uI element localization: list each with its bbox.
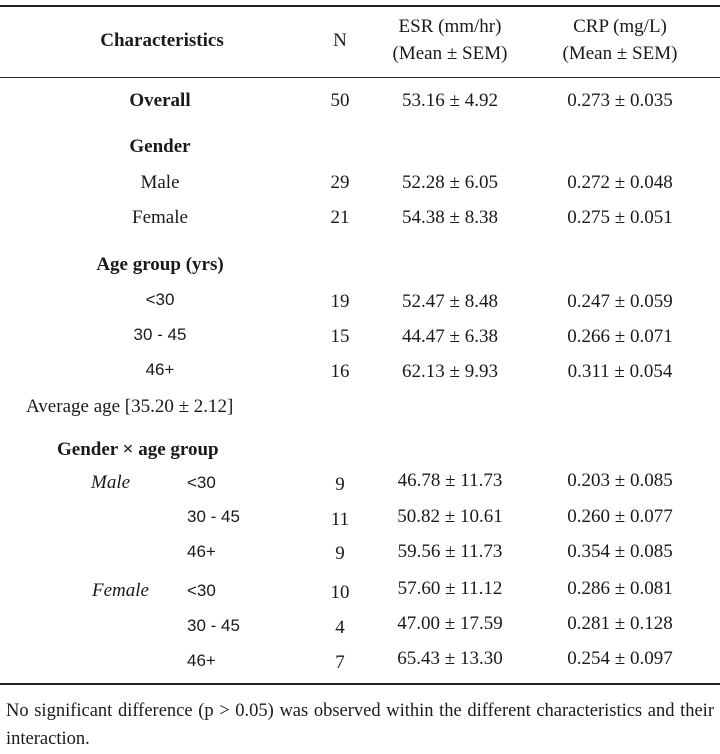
gender-heading: Gender [129, 136, 191, 157]
gender-row-esr: 54.38 ± 8.38 [402, 207, 498, 228]
age-group-heading: Age group (yrs) [96, 254, 224, 275]
header-crp-line2: (Mean ± SEM) [562, 43, 678, 64]
header-characteristics: Characteristics [100, 30, 224, 51]
overall-n: 50 [330, 90, 350, 111]
header-esr-line2: (Mean ± SEM) [392, 43, 508, 64]
gender-age-row-label: 30 - 45 [187, 507, 240, 526]
gender-row-label: Female [132, 207, 188, 228]
age-row-esr: 44.47 ± 6.38 [402, 326, 498, 347]
gender-age-row-crp: 0.281 ± 0.128 [567, 613, 673, 634]
gender-row-esr: 52.28 ± 6.05 [402, 172, 498, 193]
age-row-crp: 0.266 ± 0.071 [567, 326, 673, 347]
overall-label: Overall [129, 90, 191, 111]
gender-age-row-esr: 59.56 ± 11.73 [397, 541, 503, 562]
top-rule [0, 5, 720, 7]
gender-age-row-label: 46+ [187, 542, 216, 561]
age-row-esr: 62.13 ± 9.93 [402, 361, 498, 382]
gender-age-row-crp: 0.203 ± 0.085 [567, 470, 673, 491]
age-row-crp: 0.247 ± 0.059 [567, 291, 673, 312]
gender-age-row-crp: 0.260 ± 0.077 [567, 506, 673, 527]
age-row-n: 19 [330, 291, 350, 312]
average-age: Average age [35.20 ± 2.12] [26, 396, 234, 417]
overall-crp: 0.273 ± 0.035 [567, 90, 673, 111]
female-label: Female [92, 580, 149, 601]
age-row-label: 46+ [145, 360, 175, 379]
gender-age-row-esr: 65.43 ± 13.30 [397, 648, 503, 669]
gender-age-row-crp: 0.286 ± 0.081 [567, 578, 673, 599]
gender-age-row-n: 11 [330, 509, 350, 530]
age-row-label: 30 - 45 [133, 325, 187, 344]
gender-age-row-crp: 0.354 ± 0.085 [567, 541, 673, 562]
gender-age-row-esr: 57.60 ± 11.12 [397, 578, 503, 599]
age-row-n: 15 [330, 326, 350, 347]
age-row-crp: 0.311 ± 0.054 [567, 361, 673, 382]
gender-age-row-label: 30 - 45 [187, 616, 240, 635]
gender-age-row-n: 9 [335, 474, 345, 495]
gender-row-n: 29 [330, 172, 350, 193]
gender-age-row-label: <30 [187, 473, 216, 492]
footnote: No significant difference (p > 0.05) was observed within the different characteristics and their interaction. [6, 701, 714, 749]
age-row-n: 16 [330, 361, 350, 382]
overall-esr: 53.16 ± 4.92 [402, 90, 498, 111]
bottom-rule [0, 683, 720, 685]
gender-age-row-label: <30 [187, 581, 216, 600]
gender-age-row-esr: 46.78 ± 11.73 [397, 470, 503, 491]
gender-age-row-esr: 47.00 ± 17.59 [397, 613, 503, 634]
gender-age-row-n: 9 [335, 543, 345, 564]
gender-age-row-n: 10 [330, 582, 350, 603]
header-crp-line1: CRP (mg/L) [573, 16, 667, 37]
gender-row-crp: 0.272 ± 0.048 [567, 172, 673, 193]
gender-age-row-esr: 50.82 ± 10.61 [397, 506, 503, 527]
age-row-esr: 52.47 ± 8.48 [402, 291, 498, 312]
gender-age-row-crp: 0.254 ± 0.097 [567, 648, 673, 669]
gender-row-n: 21 [330, 207, 350, 228]
header-esr-line1: ESR (mm/hr) [398, 16, 502, 37]
gender-age-heading: Gender × age group [57, 439, 219, 460]
gender-row-crp: 0.275 ± 0.051 [567, 207, 673, 228]
male-label: Male [91, 472, 131, 493]
gender-age-row-n: 4 [335, 617, 345, 638]
gender-row-label: Male [140, 172, 180, 193]
gender-age-row-label: 46+ [187, 651, 216, 670]
header-rule [0, 77, 720, 78]
age-row-label: <30 [145, 290, 175, 309]
header-n: N [333, 30, 347, 51]
gender-age-row-n: 7 [335, 652, 345, 673]
